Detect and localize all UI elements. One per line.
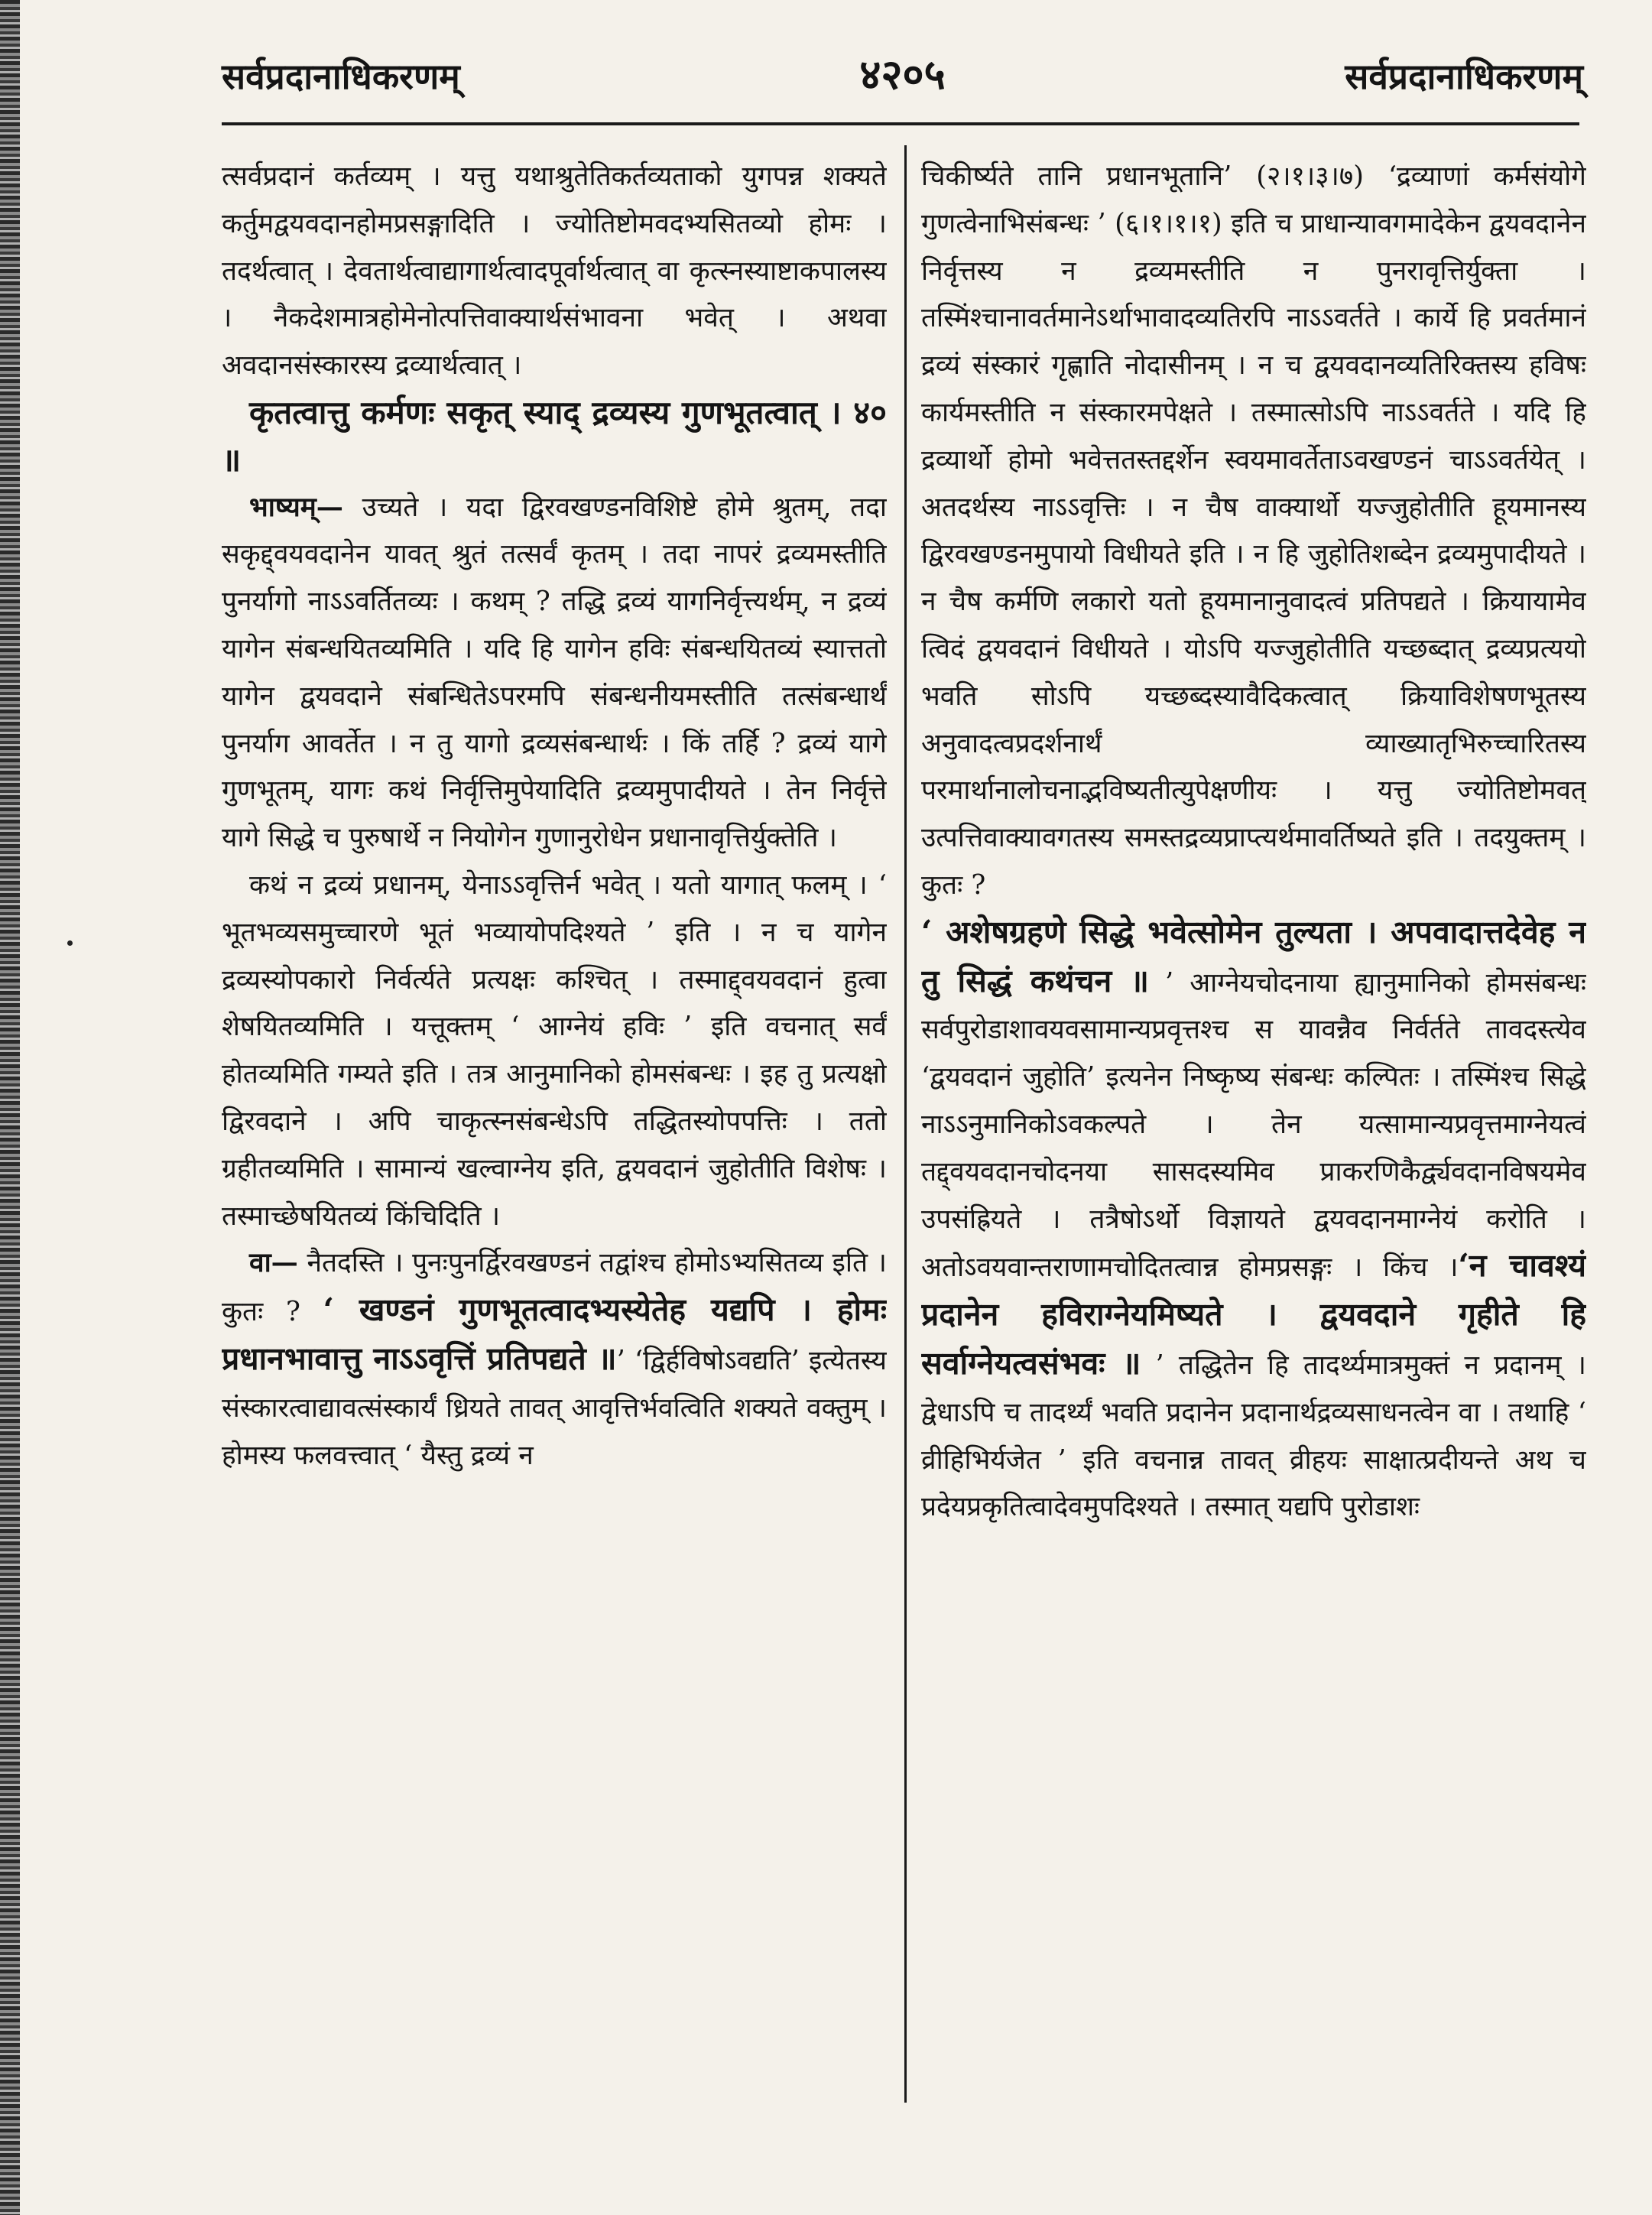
scan-speck bbox=[67, 940, 73, 946]
sutra-40: कृतत्वात्तु कर्मणः सकृत् स्याद् द्रव्यस्य गुणभूतत्वात् । ४० ॥ bbox=[222, 393, 887, 479]
right-paragraph-1 bbox=[921, 153, 1586, 1531]
column-divider bbox=[904, 145, 907, 2103]
bhashya-label: भाष्यम्— bbox=[249, 491, 343, 523]
verse-2: ‘न चावश्यं प्रदानेन हविराग्नेयमिष्यते । द्वयवदाने गृहीते हि सर्वाग्नेयत्वसंभवः ॥ bbox=[921, 1247, 1586, 1382]
varttika-label: वा— bbox=[249, 1247, 298, 1279]
left-paragraph-2: कथं न द्रव्यं प्रधानम्, येनाऽऽवृत्तिर्न भवेत् । यतो यागात् फलम् । ‘ भूतभव्यसमुच्चारणे भूतं भव्यायोपदिश्यते ’ इति । न च यागेन द्रव्यस्योपकारो निर्वर्त्यते प्रत्यक्षः कश्चित् । तस्माद्द्वयवदानं हुत्वा शेषयितव्यमिति । यत्तूक्तम् ‘ आग्नेयं हविः ’ इति वचनात् सर्वं होतव्यमिति गम्यते इति । तत्र आनुमानिको होमसंबन्धः । इह तु प्रत्यक्षो द्विरवदाने । अपि चाकृत्स्नसंबन्धेऽपि तद्धितस्योपपत्तिः । ततो ग्रहीतव्यमिति । सामान्यं खल्वाग्नेय इति, द्वयवदानं जुहोतीति विशेषः । तस्माच्छेषयितव्यं किंचिदिति । bbox=[222, 869, 887, 1232]
header-rule bbox=[222, 122, 1579, 125]
right-column bbox=[921, 153, 1586, 2141]
verse-1: ‘ अशेषग्रहणे सिद्धे भवेत्सोमेन तुल्यता । अपवादात्तदेवेह न तु सिद्धं कथंचन ॥ bbox=[921, 913, 1586, 999]
right-text-1: चिकीर्ष्यते तानि प्रधानभूतानि’ (२।१।३।७) ‘द्रव्याणां कर्मसंयोगे गुणत्वेनाभिसंबन्धः ’ (६।१।१।१) इति च प्राधान्यावगमादेकेन द्वयवदानेन निर्वृत्तस्य न द्रव्यमस्तीति न पुनरावृत्तिर्युक्ता । तस्मिंश्चानावर्तमानेऽर्थाभावादव्यतिरपि नाऽऽवर्तते । कार्ये हि प्रवर्तमानं द्रव्यं संस्कारं गृह्णाति नोदासीनम् । न च द्वयवदानव्यतिरिक्तस्य हविषः कार्यमस्तीति न संस्कारमपेक्षते । तस्मात्सोऽपि नाऽऽवर्तते । यदि हि द्रव्यार्थो होमो भवेत्ततस्तद्दर्शेन स्वयमावर्तेताऽवखण्डनं चाऽऽवर्तयेत् । अतदर्थस्य नाऽऽवृत्तिः । न चैष वाक्यार्थो यज्जुहोतीति हूयमानस्य द्विरवखण्डनमुपायो विधीयते इति । न हि जुहोतिशब्देन द्रव्यमुपादीयते । न चैष कर्मणि लकारो यतो हूयमानानुवादत्वं प्रतिपद्यते । क्रियायामेव त्विदं द्वयवदानं विधीयते । योऽपि यज्जुहोतीति यच्छब्दात् द्रव्यप्रत्ययो भवति सोऽपि यच्छब्दस्यावैदिकत्वात् क्रियाविशेषणभूतस्य अनुवादत्वप्रदर्शनार्थं व्याख्यातृभिरुच्चारितस्य परमार्थानालोचनाद्भविष्यतीत्युपेक्षणीयः । यत्तु ज्योतिष्टोमवत् उत्पत्तिवाक्यावगतस्य समस्तद्रव्यप्राप्त्यर्थमावर्तिष्यते इति । तदयुक्तम् । कुतः ? bbox=[921, 161, 1586, 901]
running-title-left: सर्वप्रदानाधिकरणम् bbox=[222, 56, 460, 97]
right-text-3: ’ तद्धितेन हि तादर्थ्यमात्रमुक्तं न प्रदानम् । द्वेधाऽपि च तादर्थ्यं भवति प्रदानेन प्रदानार्थद्रव्यसाधनत्वेन वा । तथाहि ‘ व्रीहिभिर्यजेत ’ इति वचनान्न तावत् व्रीहयः साक्षात्प्रदीयन्ते अथ च प्रदेयप्रकृतित्वादेवमुपदिश्यते । तस्मात् यद्यपि पुरोडाशः bbox=[921, 1349, 1586, 1523]
right-text-2: ’ आग्नेयचोदनाया ह्यानुमानिको होमसंबन्धः सर्वपुरोडाशावयवसामान्यप्रवृत्तश्च स यावन्नैव निर्वर्तते तावदस्त्येव ‘द्वयवदानं जुहोति’ इत्यनेन निष्कृष्य संबन्धः कल्पितः । तस्मिंश्च सिद्धे नाऽऽनुमानिकोऽवकल्पते । तेन यत्सामान्यप्रवृत्तमाग्नेयत्वं तद्द्वयवदानचोदनया सासदस्यमिव प्राकरणिकैर्द्व्यवदानविषयमेव उपसंह्रियते । तत्रैषोऽर्थो विज्ञायते द्वयवदानमाग्नेयं करोति । अतोऽवयवान्तराणामचोदितत्वान्न होमप्रसङ्गः । किंच । bbox=[921, 966, 1586, 1284]
left-column bbox=[222, 153, 887, 2141]
book-binding-edge bbox=[0, 0, 20, 2215]
left-paragraph-1: त्सर्वप्रदानं कर्तव्यम् । यत्तु यथाश्रुतेतिकर्तव्यताको युगपन्न शक्यते कर्तुमद्वयवदानहोमप्रसङ्गादिति । ज्योतिष्टोमवदभ्यसितव्यो होमः । तदर्थत्वात् । देवतार्थत्वाद्यागार्थत्वादपूर्वार्थत्वात् वा कृत्स्नस्याष्टाकपालस्य । नैकदेशमात्रहोमेनोत्पत्तिवाक्यार्थसंभावना भवेत् । अथवा अवदानसंस्कारस्य द्रव्यार्थत्वात् । bbox=[222, 161, 887, 382]
varttika-text: नैतदस्ति । पुनःपुनर्द्विरवखण्डनं तद्वांश्च होमोऽभ्यसितव्य इति । कुतः ? bbox=[222, 1247, 887, 1328]
bhashya-paragraph bbox=[222, 484, 887, 862]
page-number: ४२०५ bbox=[859, 50, 946, 99]
page-header bbox=[222, 44, 1583, 113]
varttika-verse: ‘ खण्डनं गुणभूतत्वादभ्यस्येतेह यद्यपि । होमः प्रधानभावात्तु नाऽऽवृत्तिं प्रतिपद्यते ॥ bbox=[222, 1291, 887, 1377]
running-title-right: सर्वप्रदानाधिकरणम् bbox=[1345, 56, 1583, 97]
varttika-continuation: ’ ‘द्विर्हविषोऽवद्यति’ इत्येतस्य संस्कारत्वाद्यावत्संस्कार्यं ध्रियते तावत् आवृत्तिर्भवत्विति शक्यते वक्तुम् । होमस्य फलवत्त्वात् ‘ यैस्तु द्रव्यं न bbox=[222, 1344, 887, 1471]
varttika-paragraph bbox=[222, 1239, 887, 1479]
bhashya-text: उच्यते । यदा द्विरवखण्डनविशिष्टे होमे श्रुतम्, तदा सकृद्द्वयवदानेन यावत् श्रुतं तत्सर्वं कृतम् । तदा नापरं द्रव्यमस्तीति पुनर्यागो नाऽऽवर्तितव्यः । कथम् ? तद्धि द्रव्यं यागनिर्वृत्त्यर्थम्, न द्रव्यं यागेन संबन्धयितव्यमिति । यदि हि यागेन हविः संबन्धयितव्यं स्यात्ततो यागेन द्वयवदाने संबन्धितेऽपरमपि संबन्धनीयमस्तीति तत्संबन्धार्थं पुनर्याग आवर्तेत । न तु यागो द्रव्यसंबन्धार्थः । किं तर्हि ? द्रव्यं यागे गुणभूतम्, यागः कथं निर्वृत्तिमुपेयादिति द्रव्यमुपादीयते । तेन निर्वृत्ते यागे सिद्धे च पुरुषार्थे न नियोगेन गुणानुरोधेन प्रधानावृत्तिर्युक्तेति । bbox=[222, 491, 887, 854]
